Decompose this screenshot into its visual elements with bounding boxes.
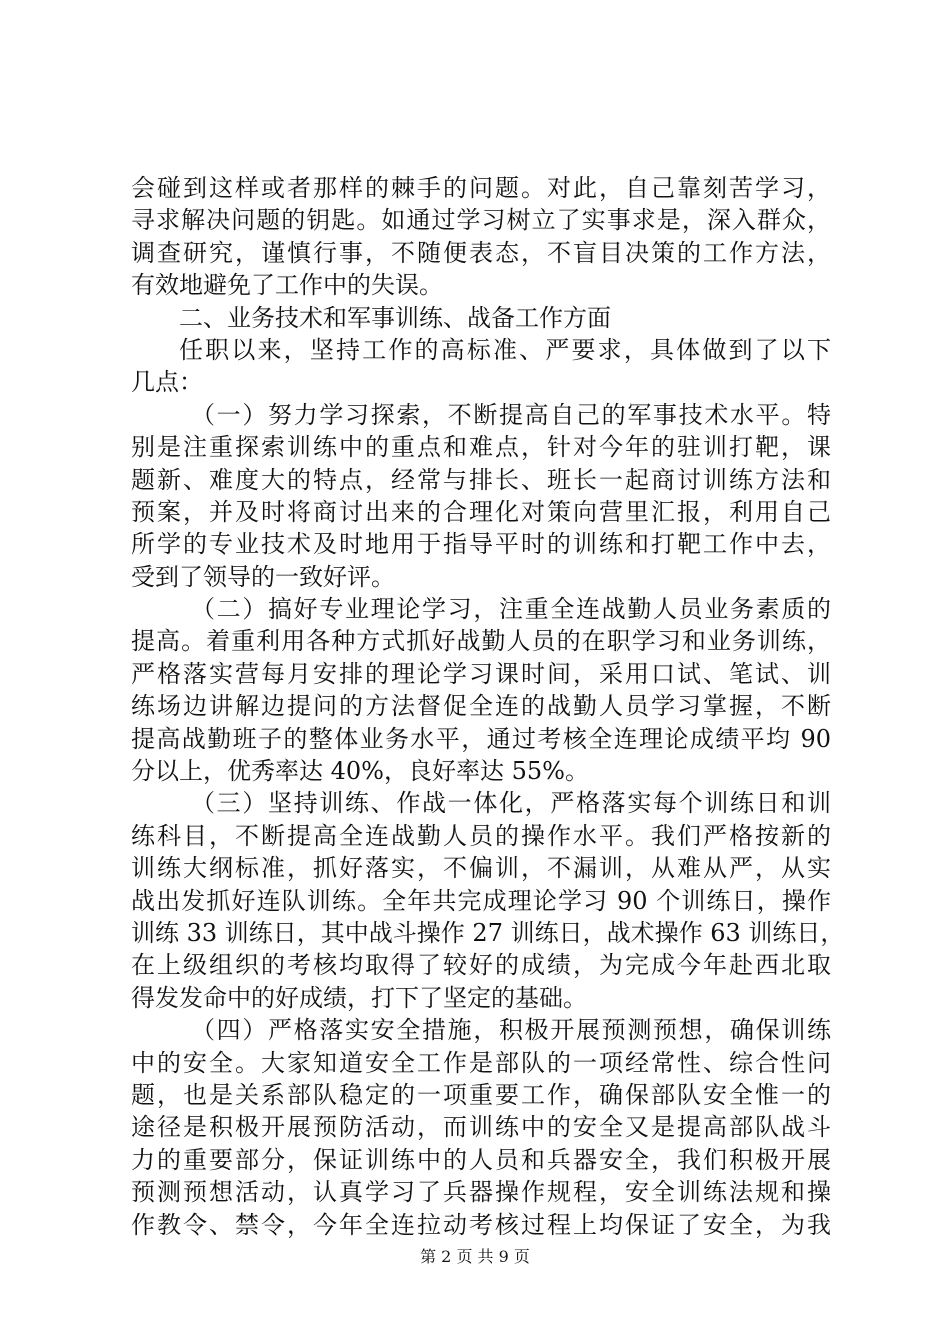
text-line: 题，也是关系部队稳定的一项重要工作，确保部队安全惟一的	[131, 1080, 831, 1109]
text-line: 预案，并及时将商讨出来的合理化对策向营里汇报，利用自己	[131, 497, 831, 526]
text-line: 练科目，不断提高全连战勤人员的操作水平。我们严格按新的	[131, 821, 831, 850]
text-line: 预测预想活动，认真学习了兵器操作规程，安全训练法规和操	[131, 1178, 831, 1207]
text-line: 分以上，优秀率达 40%，良好率达 55%。	[131, 757, 589, 786]
text-line: 训练 33 训练日，其中战斗操作 27 训练日，战术操作 63 训练日，	[131, 918, 845, 947]
text-line: （三）坚持训练、作战一体化，严格落实每个训练日和训	[191, 789, 831, 818]
text-line: （二）搞好专业理论学习，注重全连战勤人员业务素质的	[191, 595, 831, 624]
section-heading: 二、业务技术和军事训练、战备工作方面	[179, 303, 611, 332]
text-line: 在上级组织的考核均取得了较好的成绩，为完成今年赴西北取	[131, 951, 831, 980]
text-line: 提高战勤班子的整体业务水平，通过考核全连理论成绩平均 90	[131, 724, 831, 753]
text-line: （四）严格落实安全措施，积极开展预测预想，确保训练	[191, 1016, 831, 1045]
text-line: 调查研究，谨慎行事，不随便表态，不盲目决策的工作方法，	[131, 238, 831, 267]
text-line: 训练大纲标准，抓好落实，不偏训，不漏训，从难从严，从实	[131, 854, 831, 883]
text-line: 力的重要部分，保证训练中的人员和兵器安全，我们积极开展	[131, 1145, 831, 1174]
text-line: 几点：	[131, 368, 203, 397]
text-line: 有效地避免了工作中的失误。	[131, 271, 443, 300]
page-footer: 第 2 页 共 9 页	[420, 1247, 530, 1266]
text-line: 得发发命中的好成绩，打下了坚定的基础。	[131, 983, 587, 1012]
text-line: 作教令、禁令，今年全连拉动考核过程上均保证了安全，为我	[131, 1210, 831, 1239]
text-line: 提高。着重利用各种方式抓好战勤人员的在职学习和业务训练，	[131, 627, 831, 656]
document-body	[131, 172, 845, 1241]
text-line: 中的安全。大家知道安全工作是部队的一项经常性、综合性问	[131, 1048, 831, 1077]
text-line: 严格落实营每月安排的理论学习课时间，采用口试、笔试、训	[131, 659, 831, 688]
text-line: 受到了领导的一致好评。	[131, 562, 395, 591]
text-line: 题新、难度大的特点，经常与排长、班长一起商讨训练方法和	[131, 465, 831, 494]
text-line: 战出发抓好连队训练。全年共完成理论学习 90 个训练日，操作	[131, 886, 831, 915]
text-line: 练场边讲解边提问的方法督促全连的战勤人员学习掌握，不断	[131, 692, 831, 721]
text-line: （一）努力学习探索，不断提高自己的军事技术水平。特	[191, 400, 831, 429]
text-line: 寻求解决问题的钥匙。如通过学习树立了实事求是，深入群众，	[131, 206, 831, 235]
text-line: 途径是积极开展预防活动，而训练中的安全又是提高部队战斗	[131, 1113, 831, 1142]
text-line: 所学的专业技术及时地用于指导平时的训练和打靶工作中去，	[131, 530, 831, 559]
text-line: 任职以来，坚持工作的高标准、严要求，具体做到了以下	[179, 335, 831, 364]
text-line: 会碰到这样或者那样的棘手的问题。对此，自己靠刻苦学习，	[131, 174, 831, 202]
text-line: 别是注重探索训练中的重点和难点，针对今年的驻训打靶，课	[131, 433, 831, 462]
